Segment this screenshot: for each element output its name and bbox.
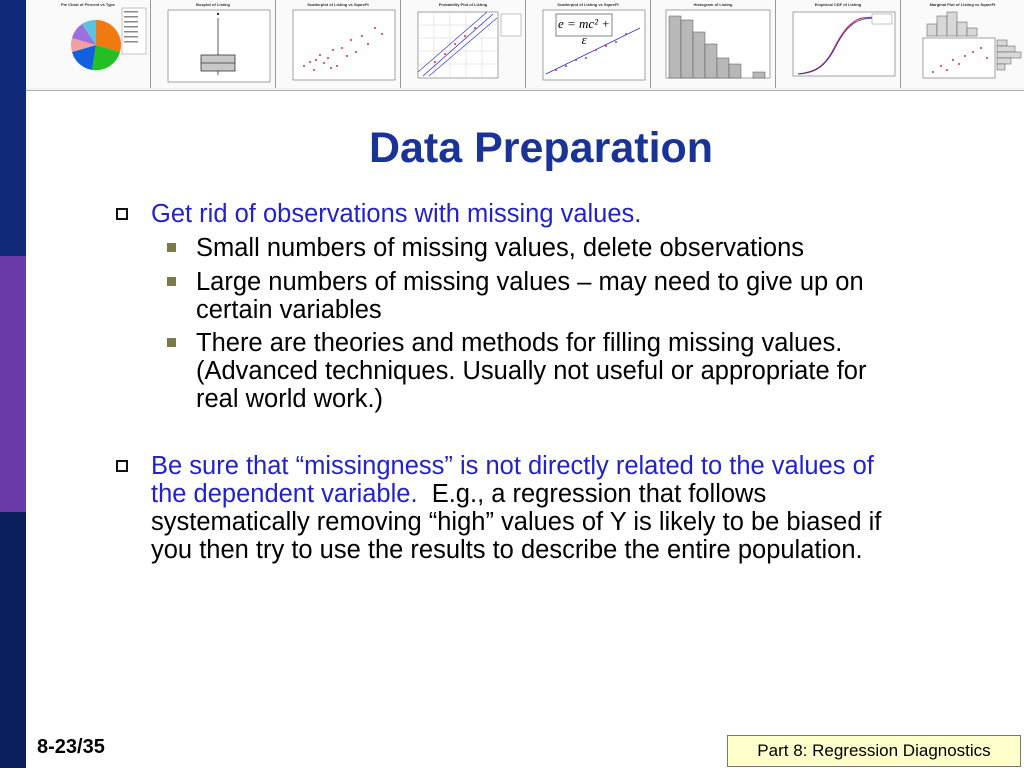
- pie-chart-icon: [26, 0, 150, 88]
- filled-square-bullet-icon: [167, 338, 176, 347]
- thumbnail-title: Scatterplot of Listing vs SqareFt: [557, 2, 619, 7]
- thumbnail-empirical-cdf: [776, 0, 901, 88]
- thumbnail-histogram: [651, 0, 776, 88]
- boxplot-icon: [151, 0, 275, 88]
- marginal-plot-icon: [901, 0, 1024, 88]
- thumbnail-title: Pie Chart of Percent vs Type: [61, 2, 115, 7]
- thumbnail-boxplot: [151, 0, 276, 88]
- bullet-1: [151, 200, 871, 228]
- thumbnail-scatterplot: [276, 0, 401, 88]
- sidebar-segment-top: [0, 0, 26, 256]
- subbullet-text: There are theories and methods for filling missing values. (Advanced techniques. Usually not useful or appropriate for real world work.): [196, 329, 867, 413]
- bullet-2: [151, 452, 889, 564]
- sidebar-segment-mid: [0, 256, 26, 512]
- thumbnail-title: Probability Plot of Listing: [438, 2, 488, 7]
- thumbnail-regression: [526, 0, 651, 88]
- cdf-icon: [776, 0, 900, 88]
- probability-plot-icon: [401, 0, 525, 88]
- histogram-icon: [651, 0, 775, 88]
- subbullet-text: Small numbers of missing values, delete observations: [196, 234, 805, 262]
- section-footer-label: Part 8: Regression Diagnostics: [727, 735, 1021, 767]
- filled-square-bullet-icon: [167, 243, 176, 252]
- bullet-2-text: E.g., a regression that follows systematically removing “high” values of Y is likely to be biased if you then try to use the results to describe the entire population.: [151, 480, 889, 564]
- thumbnail-title: Empirical CDF of Listing: [814, 2, 862, 7]
- scatterplot-icon: [276, 0, 400, 88]
- hollow-square-bullet-icon: [116, 208, 128, 220]
- formula-label: e = mc² + ε: [557, 16, 611, 47]
- filled-square-bullet-icon: [167, 277, 176, 286]
- thumbnail-title: Boxplot of Listing: [196, 2, 230, 7]
- subbullet-1-2: [196, 268, 876, 324]
- hollow-square-bullet-icon: [116, 460, 128, 472]
- thumbnail-title: Marginal Plot of Listing vs SqareFt: [929, 2, 996, 7]
- slide-number: 8-23/35: [37, 736, 105, 758]
- bullet-2-highlight-text: Be sure that “missingness” is not directly related to the values of the dependent variable.: [151, 452, 874, 508]
- thumbnail-probability-plot: [401, 0, 526, 88]
- bullet-1-text: Get rid of observations with missing values.: [151, 200, 642, 228]
- subbullet-1-3: [196, 329, 876, 413]
- subbullet-text: Large numbers of missing values – may need to give up on certain variables: [196, 268, 864, 324]
- left-sidebar: [0, 0, 26, 768]
- thumbnail-title: Scatterplot of Listing vs SqareFt: [307, 2, 369, 7]
- slide-title: Data Preparation: [368, 124, 714, 172]
- sidebar-segment-bottom: [0, 512, 26, 768]
- thumbnail-pie-chart: [26, 0, 151, 88]
- thumbnail-title: Histogram of Listing: [693, 2, 733, 7]
- chart-thumbnail-strip: [26, 0, 1024, 91]
- subbullet-1-1: [196, 234, 896, 262]
- thumbnail-marginal-plot: [901, 0, 1024, 88]
